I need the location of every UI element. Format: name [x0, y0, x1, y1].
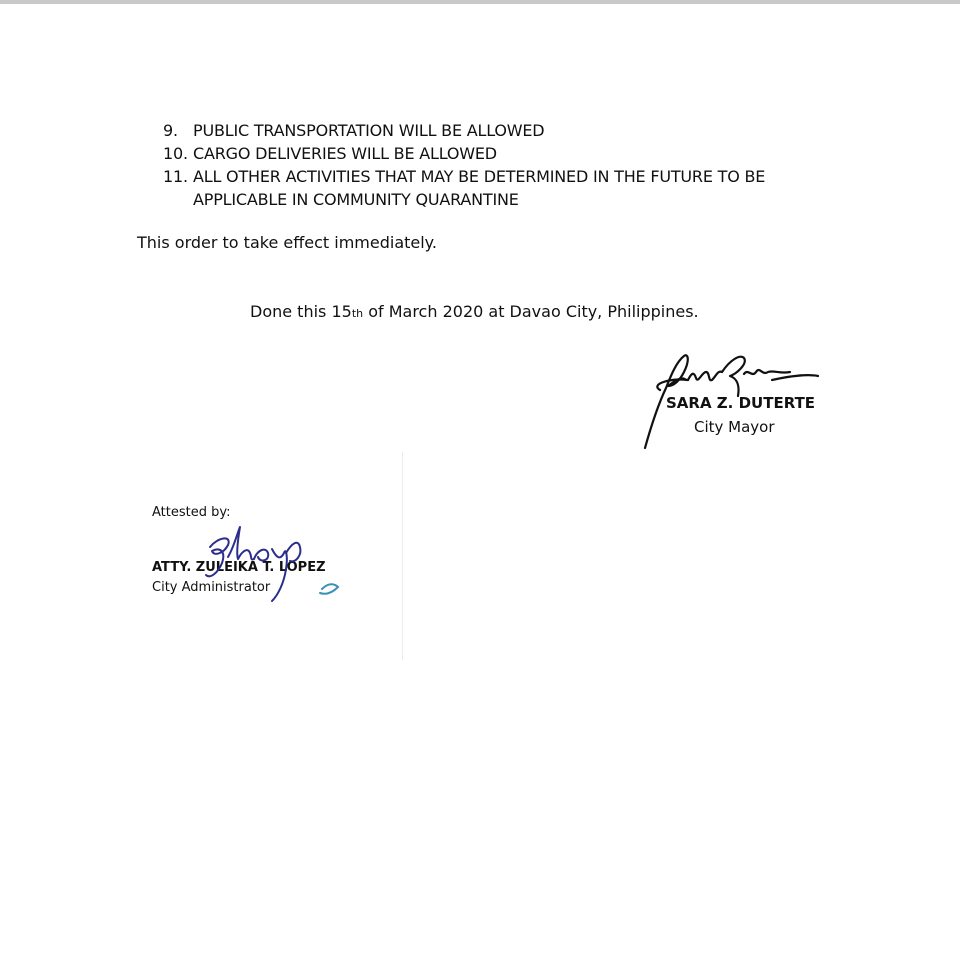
list-item	[163, 142, 863, 165]
administrator-name: ATTY. ZULEIKA T. LOPEZ	[152, 560, 326, 575]
mayor-name: SARA Z. DUTERTE	[666, 394, 816, 412]
list-item-text: CARGO DELIVERIES WILL BE ALLOWED	[193, 144, 497, 163]
attested-by-label: Attested by:	[152, 505, 231, 520]
list-item-number: 9.	[163, 121, 178, 140]
mayor-title: City Mayor	[694, 418, 775, 436]
list-item-text: ALL OTHER ACTIVITIES THAT MAY BE DETERMINED IN THE FUTURE TO BE APPLICABLE IN COMMUNITY QUARANTINE	[193, 167, 766, 209]
list-item-number: 10.	[163, 144, 188, 163]
list-item	[163, 165, 863, 211]
done-line-prefix: Done this 15	[250, 302, 352, 321]
list-item-number: 11.	[163, 167, 188, 186]
administrator-signature-icon	[192, 517, 352, 607]
done-line-ordinal: th	[351, 307, 364, 320]
list-item-text: PUBLIC TRANSPORTATION WILL BE ALLOWED	[193, 121, 545, 140]
done-line	[250, 302, 699, 321]
order-statement: This order to take effect immediately.	[137, 233, 437, 252]
attestation-block	[152, 505, 392, 605]
numbered-list	[163, 119, 863, 211]
list-item	[163, 119, 863, 142]
mayor-signature-block	[640, 350, 860, 450]
top-border	[0, 0, 960, 4]
scan-divider	[402, 452, 403, 660]
done-line-suffix: of March 2020 at Davao City, Philippines.	[363, 302, 699, 321]
administrator-title: City Administrator	[152, 580, 271, 595]
